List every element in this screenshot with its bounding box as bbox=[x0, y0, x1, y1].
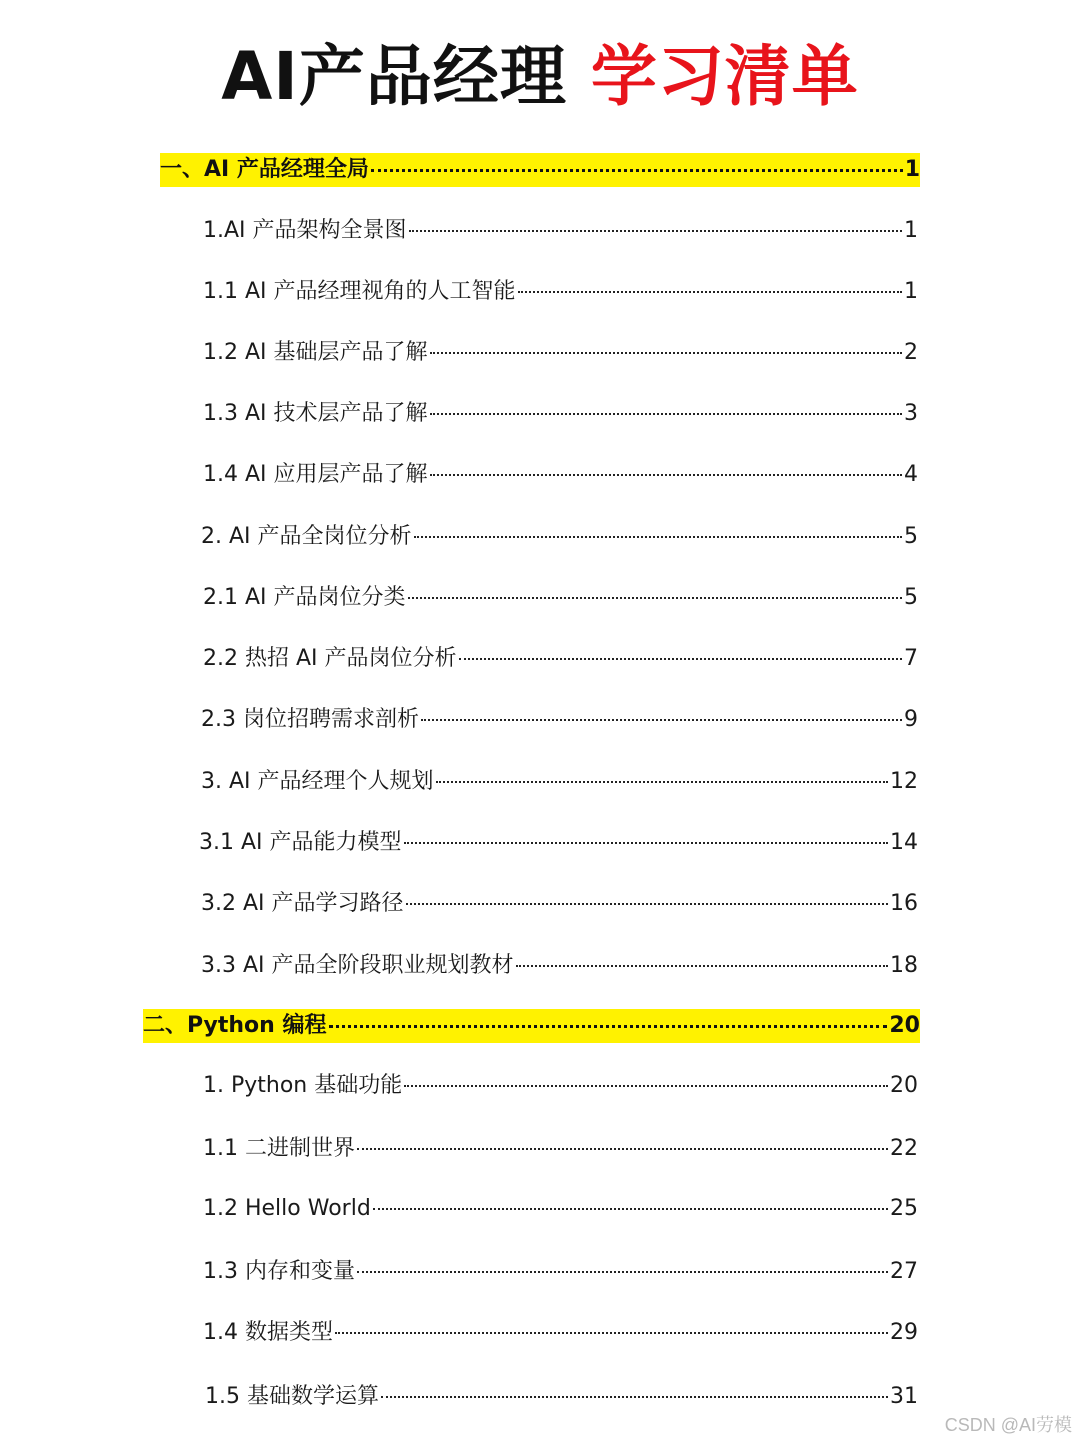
toc-label: 2.2 热招 AI 产品岗位分析 bbox=[203, 646, 457, 671]
toc-entry[interactable] bbox=[205, 1377, 918, 1417]
toc-page-number: 2 bbox=[904, 340, 918, 365]
watermark: CSDN @AI劳模 bbox=[944, 1415, 1072, 1435]
toc-leader bbox=[516, 965, 888, 967]
toc-leader bbox=[357, 1148, 888, 1150]
toc-label: 1.1 二进制世界 bbox=[203, 1136, 355, 1161]
toc-entry[interactable] bbox=[203, 1189, 918, 1229]
toc-leader bbox=[357, 1271, 888, 1273]
toc-leader bbox=[335, 1332, 888, 1334]
toc-label: 1.2 Hello World bbox=[203, 1196, 371, 1221]
toc-entry[interactable] bbox=[203, 1252, 918, 1292]
toc-entry[interactable] bbox=[203, 272, 918, 312]
toc-label: 1.3 AI 技术层产品了解 bbox=[203, 401, 428, 426]
toc-entry[interactable] bbox=[199, 823, 918, 863]
toc-page-number: 4 bbox=[904, 462, 918, 487]
toc-label: 2.3 岗位招聘需求剖析 bbox=[201, 707, 419, 732]
toc-label: 3. AI 产品经理个人规划 bbox=[201, 769, 434, 794]
toc-entry[interactable] bbox=[203, 639, 918, 679]
toc-label: 3.3 AI 产品全阶段职业规划教材 bbox=[201, 953, 514, 978]
toc-leader bbox=[436, 781, 888, 783]
toc-label: 1.4 AI 应用层产品了解 bbox=[203, 462, 428, 487]
toc-page-number: 27 bbox=[890, 1259, 918, 1284]
toc-label: 3.2 AI 产品学习路径 bbox=[201, 891, 404, 916]
toc-label: 1.4 数据类型 bbox=[203, 1320, 333, 1345]
toc-page-number: 29 bbox=[890, 1320, 918, 1345]
toc-entry[interactable] bbox=[203, 578, 918, 618]
toc-page-number: 5 bbox=[904, 585, 918, 610]
toc-page-number: 31 bbox=[890, 1384, 918, 1409]
toc-leader bbox=[459, 658, 902, 660]
toc-entry[interactable] bbox=[201, 700, 918, 740]
toc-page-number: 20 bbox=[890, 1073, 918, 1098]
toc-label: 2. AI 产品全岗位分析 bbox=[201, 524, 412, 549]
title-red-part: 学习清单 bbox=[590, 38, 859, 115]
toc-leader bbox=[518, 291, 902, 293]
toc-label: 3.1 AI 产品能力模型 bbox=[199, 830, 402, 855]
toc-entry[interactable] bbox=[203, 211, 918, 251]
toc-entry[interactable] bbox=[201, 517, 918, 557]
toc-leader bbox=[414, 536, 902, 538]
toc-entry[interactable] bbox=[203, 1129, 918, 1169]
toc-page-number: 1 bbox=[904, 218, 918, 243]
toc-leader bbox=[371, 169, 903, 172]
toc-leader bbox=[329, 1025, 888, 1028]
toc-entry[interactable] bbox=[203, 394, 918, 434]
toc-leader bbox=[408, 597, 902, 599]
toc-page-number: 7 bbox=[904, 646, 918, 671]
toc-label: 1.3 内存和变量 bbox=[203, 1259, 355, 1284]
toc-entry[interactable] bbox=[201, 946, 918, 986]
toc-page-number: 3 bbox=[904, 401, 918, 426]
toc-page-number: 18 bbox=[890, 953, 918, 978]
toc-page-number: 5 bbox=[904, 524, 918, 549]
toc-page-number: 9 bbox=[904, 707, 918, 732]
toc-leader bbox=[404, 842, 888, 844]
toc-page-number: 22 bbox=[890, 1136, 918, 1161]
toc-label: 1.1 AI 产品经理视角的人工智能 bbox=[203, 279, 516, 304]
toc-page-number: 14 bbox=[890, 830, 918, 855]
toc-page-number: 1 bbox=[904, 157, 920, 182]
toc-leader bbox=[404, 1085, 888, 1087]
toc-leader bbox=[430, 413, 902, 415]
title-black-part: AI产品经理 bbox=[221, 38, 567, 115]
toc-leader bbox=[381, 1396, 888, 1398]
toc-label: 一、AI 产品经理全局 bbox=[160, 157, 369, 182]
toc-label: 2.1 AI 产品岗位分类 bbox=[203, 585, 406, 610]
toc-entry[interactable] bbox=[203, 1066, 918, 1106]
toc-entry[interactable] bbox=[201, 762, 918, 802]
toc-label: 1.5 基础数学运算 bbox=[205, 1384, 379, 1409]
toc-leader bbox=[409, 230, 902, 232]
toc-label: 二、Python 编程 bbox=[143, 1013, 327, 1038]
toc-label: 1. Python 基础功能 bbox=[203, 1073, 403, 1098]
page-title bbox=[0, 34, 1080, 120]
toc-section-heading[interactable] bbox=[160, 153, 920, 187]
toc-entry[interactable] bbox=[203, 1313, 918, 1353]
toc-entry[interactable] bbox=[203, 455, 918, 495]
toc-page-number: 20 bbox=[889, 1013, 920, 1038]
toc-leader bbox=[421, 719, 902, 721]
toc-page-number: 16 bbox=[890, 891, 918, 916]
toc-leader bbox=[406, 903, 888, 905]
toc-label: 1.AI 产品架构全景图 bbox=[203, 218, 407, 243]
toc-section-heading[interactable] bbox=[143, 1009, 920, 1043]
toc-entry[interactable] bbox=[201, 884, 918, 924]
toc-entry[interactable] bbox=[203, 333, 918, 373]
toc-leader bbox=[430, 474, 902, 476]
toc-leader bbox=[430, 352, 902, 354]
toc-page-number: 12 bbox=[890, 769, 918, 794]
toc-page-number: 25 bbox=[890, 1196, 918, 1221]
toc-leader bbox=[373, 1208, 888, 1210]
toc-label: 1.2 AI 基础层产品了解 bbox=[203, 340, 428, 365]
toc-page-number: 1 bbox=[904, 279, 918, 304]
